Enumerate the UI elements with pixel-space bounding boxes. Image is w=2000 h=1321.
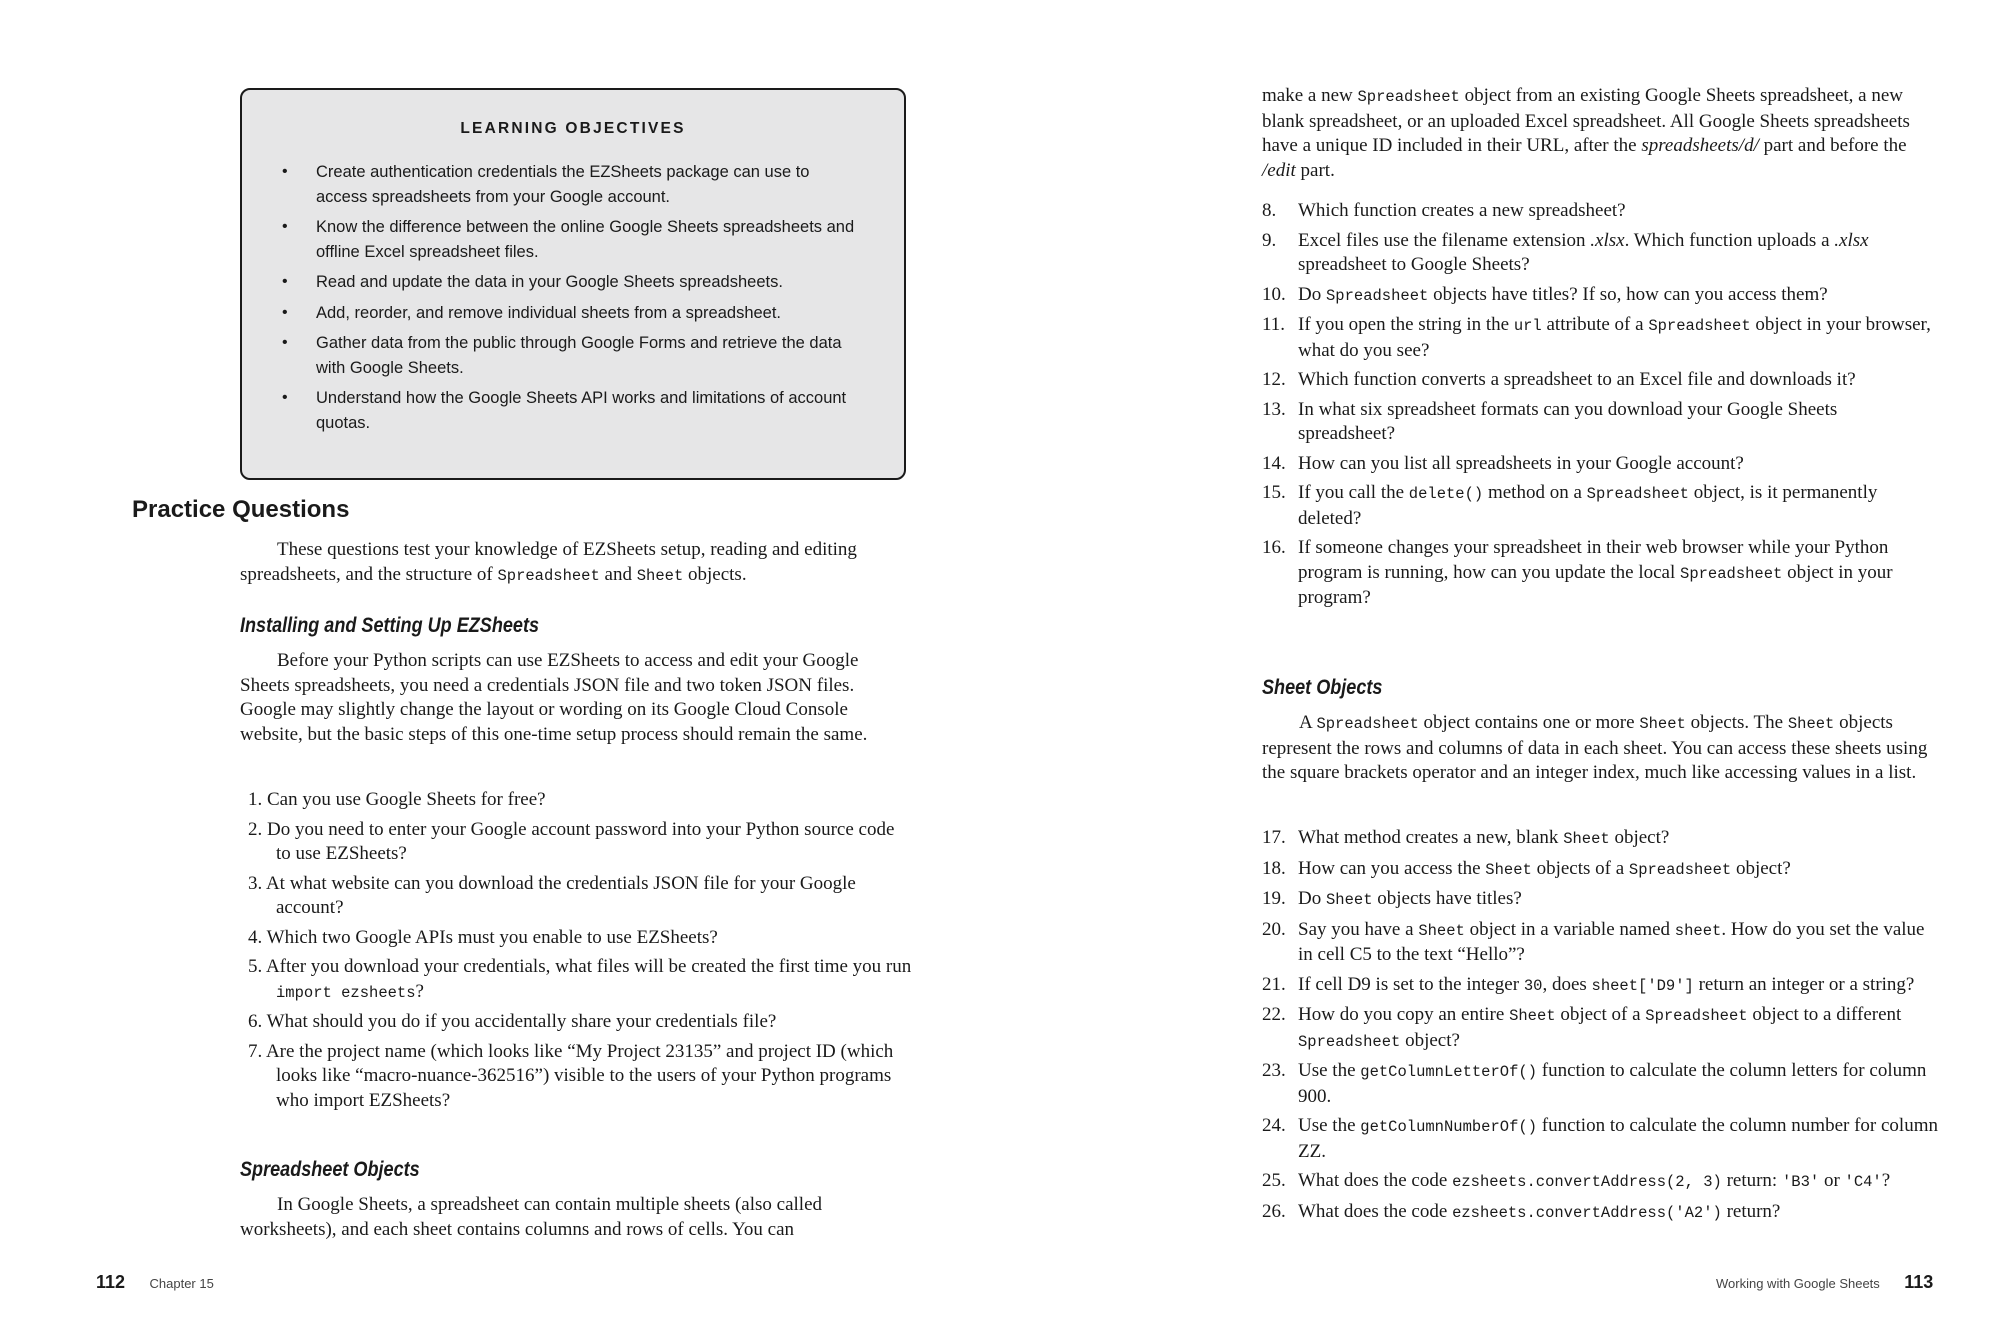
- question-text: object?: [1731, 857, 1791, 879]
- question-text: Which two Google APIs must you enable to use EZSheets?: [266, 926, 718, 948]
- question-item: [1262, 918, 1938, 968]
- question-text: At what website can you download the credentials JSON file for your Google account?: [265, 872, 856, 918]
- installing-heading: Installing and Setting Up EZSheets: [240, 614, 540, 637]
- question-text: return?: [1721, 1200, 1781, 1222]
- question-text: objects have titles?: [1372, 888, 1522, 909]
- spreadsheet-objects-heading: Spreadsheet Objects: [240, 1158, 420, 1181]
- right-footer: [1716, 1272, 1933, 1293]
- question-text: If cell D9 is set to the integer: [1298, 973, 1524, 995]
- question-text: object?: [1609, 827, 1670, 848]
- question-item: [240, 955, 912, 1005]
- question-text: object in your browser, what do you see?: [1298, 314, 1931, 361]
- question-text: Can you use Google Sheets for free?: [267, 789, 546, 810]
- question-text: What should you do if you accidentally share your credentials file?: [266, 1011, 777, 1032]
- question-text: return:: [1721, 1170, 1782, 1191]
- question-number: 1.: [248, 789, 263, 810]
- question-text: If you call the: [1298, 482, 1409, 503]
- question-item: [1262, 398, 1938, 447]
- question-code: Sheet: [1485, 860, 1532, 879]
- question-item: [240, 872, 912, 921]
- bullet-icon: •: [282, 163, 288, 180]
- bullet-icon: •: [282, 273, 288, 290]
- question-item: [1262, 481, 1938, 531]
- question-text: What does the code: [1298, 1170, 1453, 1191]
- question-item: [240, 1040, 912, 1114]
- objective-text: Gather data from the public through Google Forms and retrieve the data with Google Sheets.: [316, 334, 842, 377]
- question-item: [1262, 1200, 1938, 1226]
- objectives-list: [282, 160, 864, 435]
- question-number: 24.: [1262, 1115, 1286, 1136]
- question-item: [1262, 283, 1938, 309]
- right-page-number: 113: [1904, 1272, 1934, 1292]
- continued-paragraph: make a new Spreadsheet object from an existing Google Sheets spreadsheet, a new blank spreadsheet, or an uploaded Excel spreadsheet. All Google Sheets spreadsheets have a unique ID included in their URL, after the spreadsheets/d/ part and before the /edit part.: [1262, 85, 1910, 181]
- question-code: ezsheets.convertAddress(2, 3): [1452, 1173, 1722, 1191]
- intro-paragraph: These questions test your knowledge of EZSheets setup, reading and editing spreadsheets, and the structure of Spreadsheet and Sheet objects.: [240, 539, 857, 585]
- question-code: Spreadsheet: [1325, 286, 1429, 305]
- sheet-objects-heading: Sheet Objects: [1262, 676, 1383, 699]
- question-text: object in a variable named: [1464, 918, 1675, 940]
- bullet-icon: •: [282, 218, 288, 235]
- question-code: Sheet: [1325, 891, 1373, 909]
- question-text: attribute of a: [1541, 314, 1649, 335]
- objective-text: Understand how the Google Sheets API works and limitations of account quotas.: [316, 389, 847, 432]
- question-number: 17.: [1262, 827, 1286, 848]
- objective-item: [282, 270, 864, 295]
- question-code: Sheet: [1563, 830, 1610, 848]
- question-text: Excel files use the filename extension: [1298, 229, 1591, 251]
- question-text: Which function converts a spreadsheet to an Excel file and downloads it?: [1298, 369, 1856, 390]
- question-text: . Which function uploads a: [1624, 229, 1835, 251]
- question-text: Do: [1298, 888, 1326, 909]
- question-code: sheet['D9']: [1591, 976, 1694, 995]
- question-text: Do: [1298, 283, 1326, 305]
- question-item: [1262, 313, 1938, 363]
- question-text: object of a: [1555, 1004, 1646, 1025]
- question-item: [240, 1010, 912, 1035]
- question-text: method on a: [1483, 482, 1587, 503]
- question-italic: .xlsx: [1834, 229, 1869, 251]
- question-number: 22.: [1262, 1004, 1286, 1025]
- question-code: Spreadsheet: [1628, 860, 1732, 879]
- question-item: [1262, 887, 1938, 913]
- question-number: 13.: [1262, 398, 1286, 420]
- question-text: Are the project name (which looks like “My Project 23135” and project ID (which looks like “macro-nuance-362516”) visible to the users of your Python programs who import EZSheets?: [265, 1040, 894, 1111]
- question-code: url: [1513, 317, 1542, 335]
- question-text: objects of a: [1531, 857, 1629, 879]
- sheet-questions-list: [1262, 826, 1938, 1230]
- question-number: 20.: [1262, 918, 1286, 940]
- practice-questions-heading: Practice Questions: [132, 496, 350, 523]
- question-item: [1262, 857, 1938, 883]
- question-text: How can you list all spreadsheets in your Google account?: [1298, 452, 1744, 474]
- question-item: [1262, 1169, 1938, 1195]
- question-item: [240, 788, 912, 813]
- question-code: 'C4': [1844, 1173, 1882, 1191]
- question-code: getColumnLetterOf(): [1360, 1063, 1537, 1081]
- question-item: [1262, 973, 1938, 999]
- right-running-title: Working with Google Sheets: [1716, 1276, 1880, 1291]
- question-item: [1262, 452, 1938, 477]
- question-code: getColumnNumberOf(): [1360, 1118, 1537, 1136]
- question-text: Which function creates a new spreadsheet?: [1298, 200, 1626, 221]
- question-text: spreadsheet to Google Sheets?: [1298, 254, 1530, 275]
- spreadsheet-questions-list: [1262, 199, 1938, 616]
- question-text: function to calculate the column letters for column 900.: [1298, 1060, 1927, 1107]
- question-text: Do you need to enter your Google account password into your Python source code to use EZSheets?: [267, 818, 895, 864]
- question-item: [240, 818, 912, 867]
- question-number: 7.: [248, 1040, 263, 1062]
- question-number: 25.: [1262, 1170, 1286, 1191]
- question-text: object, is it permanently deleted?: [1298, 482, 1878, 529]
- question-code: Spreadsheet: [1645, 1007, 1748, 1025]
- question-text: objects have titles? If so, how can you access them?: [1428, 283, 1828, 305]
- question-text: Use the: [1298, 1115, 1361, 1136]
- question-number: 8.: [1262, 200, 1277, 221]
- question-text: After you download your credentials, what files will be created the first time you run: [265, 956, 912, 977]
- question-number: 5.: [248, 956, 263, 977]
- question-text: or: [1819, 1170, 1845, 1191]
- question-text: function to calculate the column number for column ZZ.: [1298, 1115, 1938, 1162]
- question-code: Sheet: [1418, 921, 1465, 940]
- question-text: ?: [1881, 1170, 1891, 1191]
- question-number: 18.: [1262, 857, 1286, 879]
- bullet-icon: •: [282, 303, 288, 321]
- question-code: Spreadsheet: [1648, 317, 1751, 335]
- objective-text: Add, reorder, and remove individual sheets from a spreadsheet.: [316, 303, 782, 322]
- question-code: delete(): [1408, 485, 1484, 503]
- question-text: return an integer or a string?: [1693, 973, 1915, 995]
- question-number: 19.: [1262, 888, 1286, 909]
- question-text: object in your program?: [1298, 561, 1893, 608]
- question-code: sheet: [1674, 921, 1722, 940]
- bullet-icon: •: [282, 389, 288, 406]
- objective-text: Read and update the data in your Google Sheets spreadsheets.: [316, 273, 783, 291]
- learning-objectives-box: [240, 88, 906, 480]
- question-text: object?: [1400, 1029, 1460, 1051]
- question-text: object to a different: [1747, 1004, 1902, 1025]
- question-number: 15.: [1262, 482, 1286, 503]
- question-number: 11.: [1262, 314, 1286, 335]
- question-number: 14.: [1262, 452, 1286, 474]
- question-text: In what six spreadsheet formats can you download your Google Sheets spreadsheet?: [1298, 398, 1838, 444]
- left-footer: [96, 1272, 214, 1293]
- question-text: , does: [1542, 973, 1592, 995]
- question-number: 21.: [1262, 973, 1286, 995]
- objective-item: [282, 160, 864, 209]
- question-code: ezsheets.convertAddress('A2'): [1452, 1203, 1722, 1222]
- bullet-icon: •: [282, 334, 288, 351]
- question-item: [1262, 1114, 1938, 1164]
- left-chapter-label: Chapter 15: [149, 1276, 214, 1291]
- objectives-title: LEARNING OBJECTIVES: [460, 120, 686, 137]
- question-text: How can you access the: [1298, 857, 1486, 879]
- question-item: [1262, 826, 1938, 852]
- question-item: [1262, 1059, 1938, 1109]
- question-code: 30: [1523, 976, 1543, 995]
- question-item: [1262, 199, 1938, 224]
- objective-item: [282, 215, 864, 264]
- spreadsheet-objects-paragraph: In Google Sheets, a spreadsheet can contain multiple sheets (also called worksheets), and each sheet contains columns and rows of cells. You can: [240, 1194, 823, 1240]
- question-number: 9.: [1262, 229, 1277, 251]
- question-code: Sheet: [1509, 1007, 1556, 1025]
- question-number: 26.: [1262, 1200, 1286, 1222]
- question-number: 6.: [248, 1011, 263, 1032]
- question-text: If someone changes your spreadsheet in their web browser while your Python program is running, how can you update the local: [1298, 537, 1889, 583]
- question-text: What method creates a new, blank: [1298, 827, 1564, 848]
- question-number: 16.: [1262, 537, 1286, 558]
- installing-questions-list: [240, 788, 912, 1118]
- question-text: How do you copy an entire: [1298, 1004, 1510, 1025]
- objective-item: [282, 331, 864, 380]
- question-text: . How do you set the value in cell C5 to the text “Hello”?: [1298, 918, 1925, 965]
- question-code: import ezsheets: [276, 983, 416, 1002]
- question-item: [240, 926, 912, 951]
- question-text-end: ?: [415, 980, 424, 1002]
- question-item: [1262, 1003, 1938, 1054]
- question-text: Use the: [1298, 1060, 1361, 1081]
- question-code: 'B3': [1781, 1173, 1820, 1191]
- question-text: What does the code: [1298, 1200, 1453, 1222]
- question-code: Spreadsheet: [1298, 1032, 1401, 1051]
- installing-paragraph: Before your Python scripts can use EZSheets to access and edit your Google Sheets spreadsheets, you need a credentials JSON file and two token JSON files. Google may slightly change the layout or wording on its Google Cloud Console website, but the basic steps of this one-time setup process should remain the same.: [240, 650, 868, 745]
- objective-item: [282, 301, 864, 326]
- left-page-number: 112: [96, 1272, 126, 1292]
- objective-item: [282, 386, 864, 435]
- question-code: Spreadsheet: [1586, 485, 1689, 503]
- question-item: [1262, 229, 1938, 278]
- question-number: 4.: [248, 926, 263, 948]
- question-text: If you open the string in the: [1298, 314, 1514, 335]
- question-italic: .xlsx: [1590, 229, 1625, 251]
- question-number: 10.: [1262, 283, 1286, 305]
- question-code: Spreadsheet: [1680, 564, 1783, 583]
- question-item: [1262, 536, 1938, 611]
- question-number: 12.: [1262, 369, 1286, 390]
- question-number: 2.: [248, 818, 263, 840]
- right-page: [1000, 0, 2000, 1321]
- objective-text: Create authentication credentials the EZSheets package can use to access spreadsheets from your Google account.: [316, 163, 810, 206]
- sheet-objects-paragraph: A Spreadsheet object contains one or more Sheet objects. The Sheet objects represent the rows and columns of data in each sheet. You can access these sheets using the square brackets operator and an integer index, much like accessing values in a list.: [1262, 712, 1928, 783]
- question-number: 23.: [1262, 1060, 1286, 1081]
- objective-text: Know the difference between the online Google Sheets spreadsheets and offline Excel spreadsheet files.: [316, 218, 855, 261]
- question-number: 3.: [248, 872, 263, 894]
- question-item: [1262, 368, 1938, 393]
- question-text: Say you have a: [1298, 918, 1419, 940]
